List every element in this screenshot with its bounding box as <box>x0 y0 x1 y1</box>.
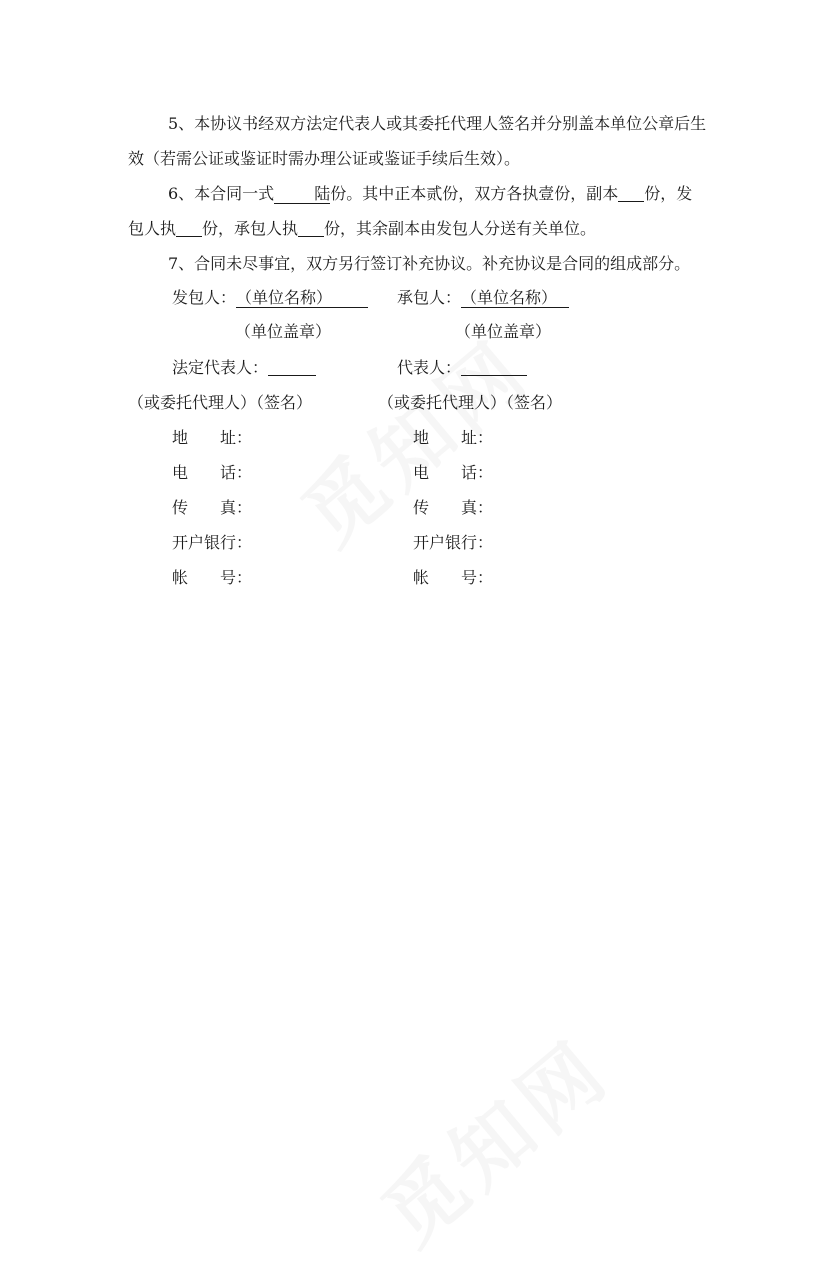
contractor-seal: （单位盖章） <box>455 322 552 341</box>
contractor-rep-line: 代表人： <box>397 358 527 378</box>
blank-employer-copies <box>176 220 202 237</box>
clause-5: 5、本协议书经双方法定代表人或其委托代理人签名并分别盖本单位公章后生效（若需公证或鉴证时需办理公证或鉴证手续后生效）。 <box>128 114 707 168</box>
contractor-account: 帐 号： <box>413 568 494 587</box>
watermark <box>274 309 550 567</box>
contractor-agent: （或委托代理人）（签名） <box>378 393 563 412</box>
contractor-name-field: （单位名称） <box>461 289 569 308</box>
employer-fax: 传 真： <box>172 498 253 517</box>
blank-copies <box>618 185 644 202</box>
employer-phone: 电 话： <box>172 463 253 482</box>
clause-7: 7、合同未尽事宜，双方另行签订补充协议。补充协议是合同的组成部分。 <box>168 254 691 273</box>
employer-account: 帐 号： <box>172 568 253 587</box>
contractor-rep-blank <box>461 359 527 376</box>
contractor-party-line: 承包人：（单位名称） <box>397 288 569 308</box>
employer-name-field: （单位名称） <box>236 289 368 308</box>
clause-6: 6、本合同一式 陆份。其中正本贰份，双方各执壹份，副本 份，发包人执 份，承包人执 份，其余副本由发包人分送有关单位。 <box>128 184 693 238</box>
contractor-bank: 开户银行： <box>413 533 494 552</box>
copy-count: 陆 <box>274 185 330 204</box>
employer-rep-line: 法定代表人： <box>172 358 316 378</box>
watermark-bottom <box>354 1009 630 1266</box>
employer-seal: （单位盖章） <box>235 322 332 341</box>
employer-rep-blank <box>268 359 316 376</box>
contractor-address: 地 址： <box>413 428 494 447</box>
contractor-fax: 传 真： <box>413 498 494 517</box>
employer-agent: （或委托代理人）（签名） <box>128 393 313 412</box>
employer-address: 地 址： <box>172 428 253 447</box>
employer-bank: 开户银行： <box>172 533 253 552</box>
blank-contractor-copies <box>298 220 324 237</box>
contractor-phone: 电 话： <box>413 463 494 482</box>
employer-party-line: 发包人：（单位名称） <box>172 288 368 308</box>
